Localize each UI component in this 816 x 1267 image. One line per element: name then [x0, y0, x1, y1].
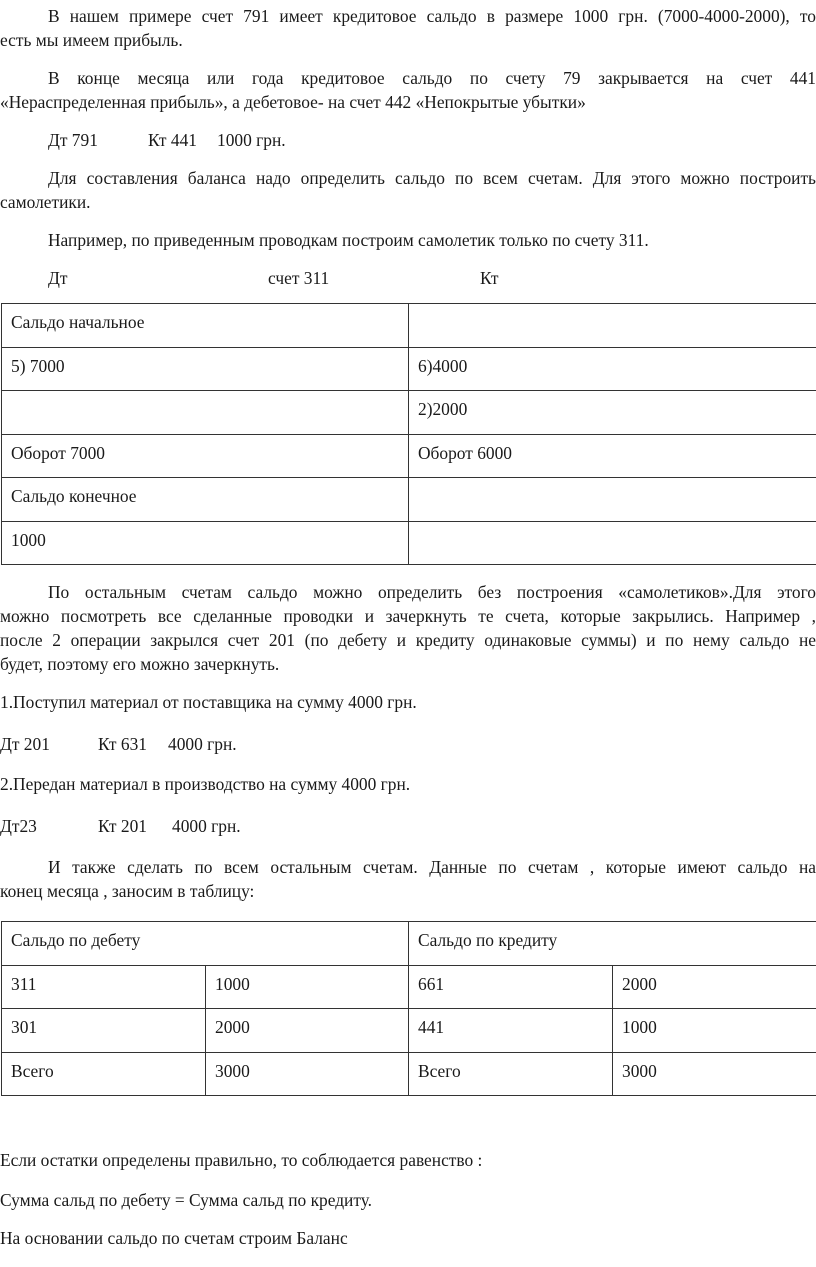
- t-cell-right: Оборот 6000: [409, 435, 816, 478]
- credit-sum: 2000: [613, 966, 816, 1009]
- table-header-row: [2, 922, 816, 966]
- table-row: [2, 966, 816, 1009]
- paragraph-6-line-1: И также сделать по всем остальным счетам. Данные по счетам , которые имеют сальдо на: [48, 857, 816, 877]
- t-cell-right: [409, 478, 816, 522]
- paragraph-5-line-2: можно посмотреть все сделанные проводки и зачеркнуть те счета, которые закрылись. Например ,: [0, 606, 816, 626]
- t-cell-left: Сальдо начальное: [2, 304, 409, 348]
- credit-account: 441: [409, 1009, 613, 1053]
- debit-account: 301: [2, 1009, 206, 1053]
- table-row: [2, 391, 816, 435]
- header-credit-balance: Сальдо по кредиту: [409, 922, 816, 966]
- entry-debit: Дт23: [0, 816, 37, 836]
- paragraph-8: Сумма сальд по дебету = Сумма сальд по кредиту.: [0, 1190, 373, 1210]
- table-row: [2, 304, 816, 348]
- t-cell-right: 6)4000: [409, 348, 816, 391]
- table-row: [2, 1053, 816, 1096]
- t-cell-left: Оборот 7000: [2, 435, 409, 478]
- paragraph-4: Например, по приведенным проводкам построим самолетик только по счету 311.: [48, 230, 649, 250]
- t-cell-left: Сальдо конечное: [2, 478, 409, 522]
- entry-credit: Кт 631: [98, 734, 147, 754]
- entry-debit: Дт 201: [0, 734, 50, 754]
- debit-account: Всего: [2, 1053, 206, 1096]
- entry-amount: 4000 грн.: [172, 816, 241, 836]
- paragraph-7: Если остатки определены правильно, то соблюдается равенство :: [0, 1150, 483, 1170]
- paragraph-6-line-2: конец месяца , заносим в таблицу:: [0, 881, 255, 901]
- paragraph-3-line-2: самолетики.: [0, 192, 91, 212]
- t-header-account: счет 311: [268, 268, 330, 288]
- paragraph-2-line-2: «Нераспределенная прибыль», а дебетовое- на счет 442 «Непокрытые убытки»: [0, 92, 586, 112]
- credit-sum: 3000: [613, 1053, 816, 1096]
- t-header-debit: Дт: [48, 268, 68, 288]
- header-debit-balance: Сальдо по дебету: [2, 922, 409, 966]
- paragraph-1-line-2: есть мы имеем прибыль.: [0, 30, 183, 50]
- debit-sum: 2000: [206, 1009, 409, 1053]
- paragraph-5-line-3: после 2 операции закрылся счет 201 (по дебету и кредиту одинаковые суммы) и по нему сальдо не: [0, 630, 816, 650]
- credit-account: 661: [409, 966, 613, 1009]
- entry-debit: Дт 791: [48, 130, 98, 150]
- t-cell-right: [409, 522, 816, 565]
- t-cell-right: [409, 304, 816, 348]
- t-cell-left: 5) 7000: [2, 348, 409, 391]
- credit-account: Всего: [409, 1053, 613, 1096]
- paragraph-5-line-4: будет, поэтому его можно зачеркнуть.: [0, 654, 280, 674]
- balance-table: [1, 921, 816, 1096]
- t-cell-left: 1000: [2, 522, 409, 565]
- t-cell-right: 2)2000: [409, 391, 816, 435]
- debit-account: 311: [2, 966, 206, 1009]
- debit-sum: 1000: [206, 966, 409, 1009]
- paragraph-9: На основании сальдо по счетам строим Баланс: [0, 1228, 348, 1248]
- t-account-table: [1, 303, 816, 565]
- operation-2: 2.Передан материал в производство на сумму 4000 грн.: [0, 774, 411, 794]
- entry-credit: Кт 201: [98, 816, 147, 836]
- operation-1: 1.Поступил материал от поставщика на сумму 4000 грн.: [0, 692, 417, 712]
- t-cell-left: [2, 391, 409, 435]
- debit-sum: 3000: [206, 1053, 409, 1096]
- entry-amount: 1000 грн.: [217, 130, 286, 150]
- table-row: [2, 1009, 816, 1053]
- t-header-credit: Кт: [480, 268, 499, 288]
- paragraph-1-line-1: В нашем примере счет 791 имеет кредитовое сальдо в размере 1000 грн. (7000-4000-2000), то: [48, 6, 816, 26]
- paragraph-2-line-1: В конце месяца или года кредитовое сальдо по счету 79 закрывается на счет 441: [48, 68, 816, 88]
- table-row: [2, 348, 816, 391]
- table-row: [2, 522, 816, 565]
- entry-amount: 4000 грн.: [168, 734, 237, 754]
- credit-sum: 1000: [613, 1009, 816, 1053]
- table-row: [2, 478, 816, 522]
- paragraph-3-line-1: Для составления баланса надо определить сальдо по всем счетам. Для этого можно построить: [48, 168, 816, 188]
- paragraph-5-line-1: По остальным счетам сальдо можно определить без построения «самолетиков».Для этого: [48, 582, 816, 602]
- table-row: [2, 435, 816, 478]
- entry-credit: Кт 441: [148, 130, 197, 150]
